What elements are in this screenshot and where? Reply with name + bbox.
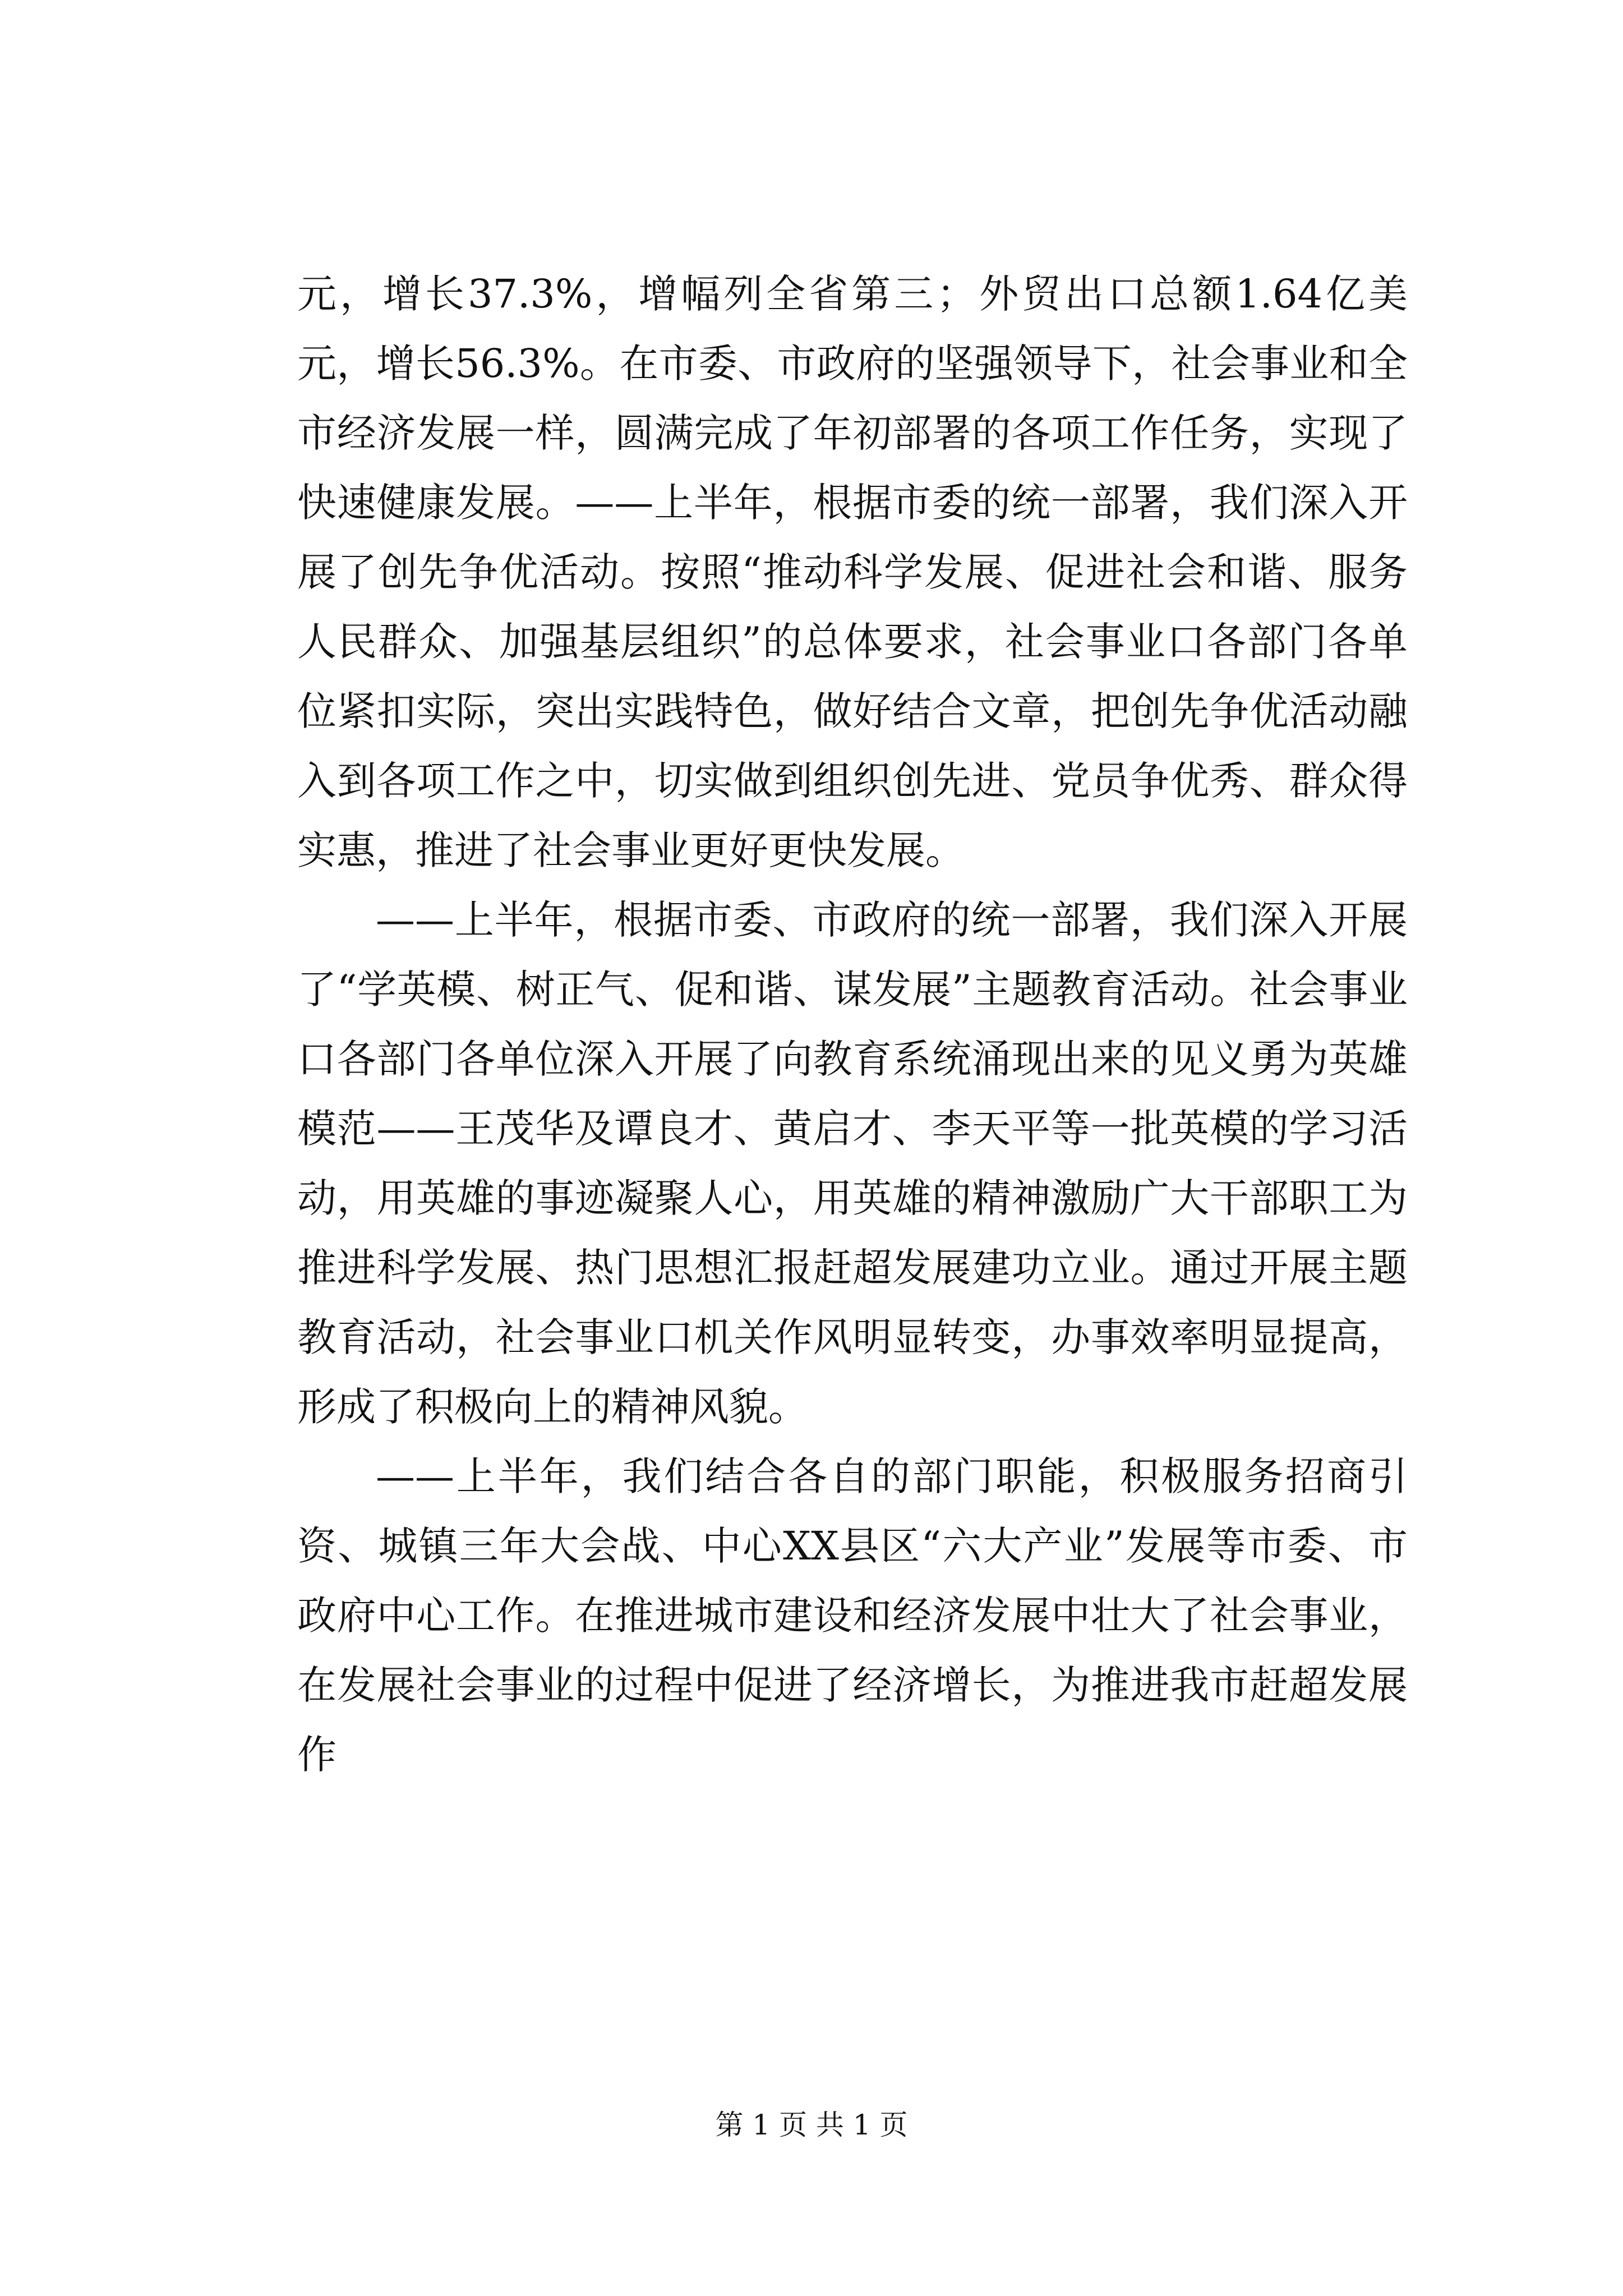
paragraph-3: ——上半年，我们结合各自的部门职能，积极服务招商引资、城镇三年大会战、中心XX县区“六大产业”发展等市委、市政府中心工作。在推进城市建设和经济发展中壮大了社会事业，在发展社会事业的过程中促进了经济增长，为推进我市赶超发展作 [297,1453,1408,1778]
document-body [297,259,1408,1789]
paragraph-1: 元，增长37.3%，增幅列全省第三；外贸出口总额1.64亿美元，增长56.3%。在市委、市政府的坚强领导下，社会事业和全市经济发展一样，圆满完成了年初部署的各项工作任务，实现了快速健康发展。——上半年，根据市委的统一部署，我们深入开展了创先争优活动。按照“推动科学发展、促进社会和谐、服务人民群众、加强基层组织”的总体要求，社会事业口各部门各单位紧扣实际，突出实践特色，做好结合文章，把创先争优活动融入到各项工作之中，切实做到组织创先进、党员争优秀、群众得实惠，推进了社会事业更好更快发展。 [297,271,1408,873]
paragraph-2: ——上半年，根据市委、市政府的统一部署，我们深入开展了“学英模、树正气、促和谐、谋发展”主题教育活动。社会事业口各部门各单位深入开展了向教育系统涌现出来的见义勇为英雄模范——王茂华及谭良才、黄启才、李天平等一批英模的学习活动，用英雄的事迹凝聚人心，用英雄的精神激励广大干部职工为推进科学发展、热门思想汇报赶超发展建功立业。通过开展主题教育活动，社会事业口机关作风明显转变，办事效率明显提高，形成了积极向上的精神风貌。 [297,897,1408,1430]
page-footer: 第 1 页 共 1 页 [715,2109,908,2141]
